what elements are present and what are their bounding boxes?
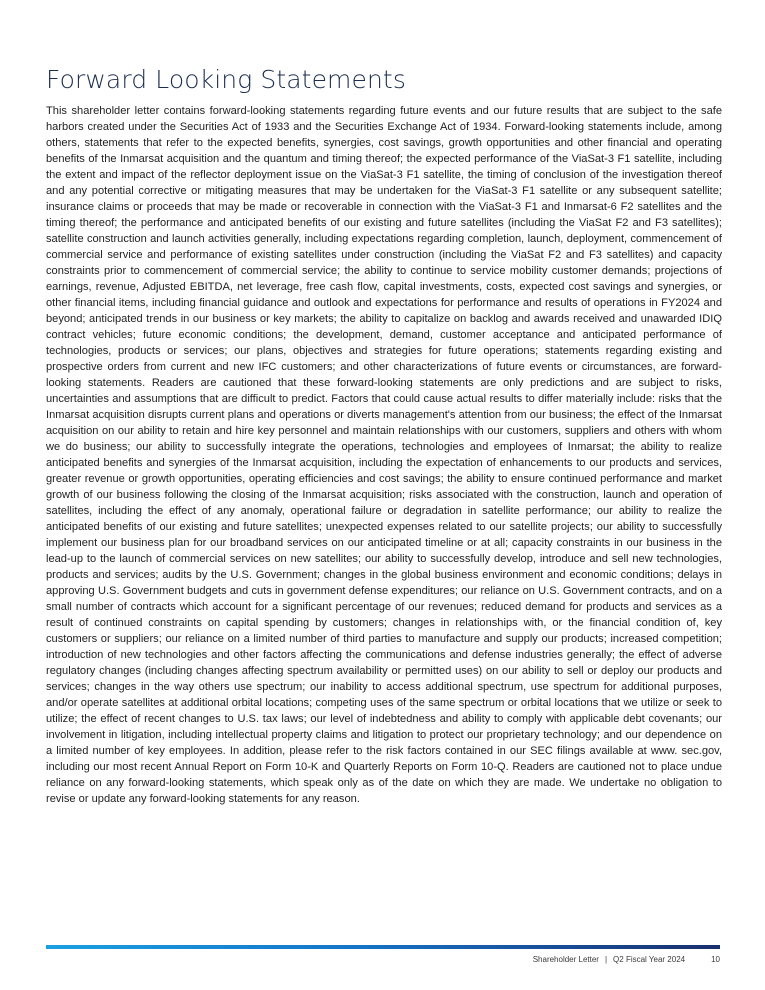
- page-title: Forward Looking Statements: [46, 64, 406, 94]
- footer-doc-name: Shareholder Letter: [532, 955, 599, 964]
- page-footer: [533, 955, 720, 964]
- footer-separator: |: [604, 955, 608, 964]
- forward-looking-statements-text: This shareholder letter contains forward-looking statements regarding future events and our future results that are subject to the safe harbors created under the Securities Act of 1933 and the Securities Exchange Act of 1934. Forward-looking statements include, among others, statements that refer to the expected benefits, synergies, cost savings, growth opportunities and other financial and operating benefits of the Inmarsat acquisition and the quantum and timing thereof; the expected performance of the ViaSat-3 F1 satellite, including the extent and impact of the reflector deployment issue on the ViaSat-3 F1 satellite, the timing of conclusion of the investigation thereof and any potential corrective or mitigating measures that may be undertaken for the ViaSat-3 F1 satellite or any subsequent satellite; insurance claims or proceeds that may be made or recoverable in connection with the ViaSat-3 F1 and Inmarsat-6 F2 satellites and the timing thereof; the performance and anticipated benefits of our existing and future satellites (including the ViaSat F2 and F3 satellites); satellite construction and launch activities generally, including expectations regarding completion, launch, deployment, commencement of commercial service and performance of existing satellites under construction (including the ViaSat F2 and F3 satellites) and capacity constraints prior to commencement of commercial service; the ability to continue to service mobility customer demands; projections of earnings, revenue, Adjusted EBITDA, net leverage, free cash flow, capital investments, costs, expected cost savings and synergies, or other financial items, including financial guidance and outlook and expectations for performance and results of operations in FY2024 and beyond; anticipated trends in our business or key markets; the ability to capitalize on backlog and awards received and unawarded IDIQ contract vehicles; future economic conditions; the development, demand, customer acceptance and anticipated performance of technologies, products or services; our plans, objectives and strategies for future operations; statements regarding existing and prospective orders from current and new IFC customers; and other characterizations of future events or circumstances, are forward-looking statements. Readers are cautioned that these forward-looking statements are only predictions and are subject to risks, uncertainties and assumptions that are difficult to predict. Factors that could cause actual results to differ materially include: risks that the Inmarsat acquisition disrupts current plans and operations or diverts management's attention from our business; the effect of the Inmarsat acquisition on our ability to retain and hire key personnel and maintain relationships with our customers, suppliers and others with whom we do business; our ability to successfully integrate the operations, technologies and employees of Inmarsat; the ability to realize anticipated benefits and synergies of the Inmarsat acquisition, including the expectation of enhancements to our products and services, greater revenue or growth opportunities, operating efficiencies and cost savings; the ability to ensure continued performance and market growth of our business following the closing of the Inmarsat acquisition; risks associated with the construction, launch and operation of satellites, including the effect of any anomaly, operational failure or degradation in satellite performance; our ability to realize the anticipated benefits of our existing and future satellites; unexpected expenses related to our satellite projects; our ability to successfully implement our business plan for our broadband services on our anticipated timeline or at all; capacity constraints in our business in the lead-up to the launch of commercial services on new satellites; our ability to successfully develop, introduce and sell new technologies, products and services; audits by the U.S. Government; changes in the global business environment and economic conditions; delays in approving U.S. Government budgets and cuts in government defense expenditures; our reliance on U.S. Government contracts, and on a small number of contracts which account for a significant percentage of our revenues; reduced demand for products and services as a result of continued constraints on capital spending by customers; changes in relationships with, or the financial condition of, key customers or suppliers; our reliance on a limited number of third parties to manufacture and supply our products; increased competition; introduction of new technologies and other factors affecting the communications and defense industries generally; the effect of adverse regulatory changes (including changes affecting spectrum availability or permitted uses) on our ability to sell or deploy our products and services; changes in the way others use spectrum; our inability to access additional spectrum, use spectrum for additional purposes, and/or operate satellites at additional orbital locations; competing uses of the same spectrum or orbital locations that we utilize or seek to utilize; the effect of recent changes to U.S. tax laws; our level of indebtedness and ability to comply with applicable debt covenants; our involvement in litigation, including intellectual property claims and litigation to protect our proprietary technology; and our dependence on a limited number of key employees. In addition, please refer to the risk factors contained in our SEC filings available at www. sec.gov, including our most recent Annual Report on Form 10-K and Quarterly Reports on Form 10-Q. Readers are cautioned not to place undue reliance on any forward-looking statements, which speak only as of the date on which they are made. We undertake no obligation to revise or update any forward-looking statements for any reason.: [46, 105, 722, 805]
- page-number: 10: [711, 955, 720, 964]
- footer-period: Q2 Fiscal Year 2024: [613, 955, 686, 964]
- footer-divider: [46, 945, 720, 949]
